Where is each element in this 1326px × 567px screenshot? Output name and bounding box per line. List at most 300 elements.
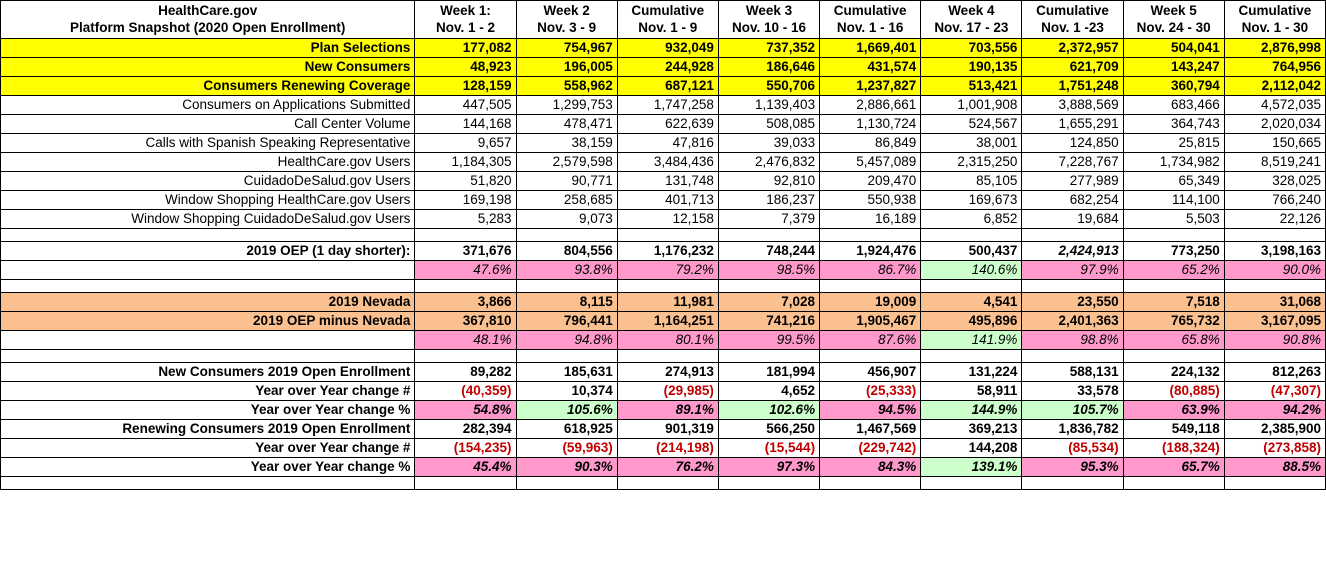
column-header-line1: Cumulative xyxy=(1238,3,1312,18)
spacer-cell xyxy=(921,350,1022,363)
row-label: Plan Selections xyxy=(1,39,415,58)
row-label: Year over Year change % xyxy=(1,458,415,477)
spacer-cell xyxy=(1022,477,1123,490)
data-cell: 10,374 xyxy=(516,382,617,401)
spacer-cell xyxy=(718,229,819,242)
spacer-row xyxy=(1,477,1326,490)
column-header-6 xyxy=(921,1,1022,39)
table-row xyxy=(1,420,1326,439)
data-cell: 524,567 xyxy=(921,115,1022,134)
data-cell: 92,810 xyxy=(718,172,819,191)
data-cell: 796,441 xyxy=(516,312,617,331)
data-cell: 144,208 xyxy=(921,439,1022,458)
spacer-cell xyxy=(1,477,415,490)
data-cell: 94.5% xyxy=(820,401,921,420)
spacer-cell xyxy=(516,280,617,293)
data-cell: 38,159 xyxy=(516,134,617,153)
row-label: Window Shopping HealthCare.gov Users xyxy=(1,191,415,210)
data-cell: 90.3% xyxy=(516,458,617,477)
data-cell: 244,928 xyxy=(617,58,718,77)
data-cell: 328,025 xyxy=(1224,172,1325,191)
spacer-cell xyxy=(516,350,617,363)
data-cell: 2,886,661 xyxy=(820,96,921,115)
data-cell: 88.5% xyxy=(1224,458,1325,477)
table-row xyxy=(1,39,1326,58)
data-cell: 683,466 xyxy=(1123,96,1224,115)
table-row xyxy=(1,363,1326,382)
data-cell: 97.9% xyxy=(1022,261,1123,280)
spacer-cell xyxy=(820,350,921,363)
data-cell: 85,105 xyxy=(921,172,1022,191)
data-cell: 3,866 xyxy=(415,293,516,312)
row-label: 2019 OEP minus Nevada xyxy=(1,312,415,331)
row-label: Year over Year change % xyxy=(1,401,415,420)
data-cell: 812,263 xyxy=(1224,363,1325,382)
data-cell: 1,467,569 xyxy=(820,420,921,439)
data-cell: 1,001,908 xyxy=(921,96,1022,115)
data-cell: (214,198) xyxy=(617,439,718,458)
spacer-cell xyxy=(921,229,1022,242)
column-header-line1: Week 3 xyxy=(745,3,793,18)
column-header-9 xyxy=(1224,1,1325,39)
data-cell: 63.9% xyxy=(1123,401,1224,420)
data-cell: 513,421 xyxy=(921,77,1022,96)
data-cell: 2,372,957 xyxy=(1022,39,1123,58)
data-cell: 703,556 xyxy=(921,39,1022,58)
data-cell: 190,135 xyxy=(921,58,1022,77)
spacer-cell xyxy=(921,280,1022,293)
data-cell: 4,541 xyxy=(921,293,1022,312)
spacer-cell xyxy=(820,477,921,490)
spacer-cell xyxy=(617,477,718,490)
data-cell: 9,657 xyxy=(415,134,516,153)
data-cell: 65,349 xyxy=(1123,172,1224,191)
data-cell: 901,319 xyxy=(617,420,718,439)
table-row xyxy=(1,312,1326,331)
table-row xyxy=(1,77,1326,96)
row-label: 2019 Nevada xyxy=(1,293,415,312)
data-cell: 364,743 xyxy=(1123,115,1224,134)
data-cell: 456,907 xyxy=(820,363,921,382)
data-cell: (229,742) xyxy=(820,439,921,458)
column-header-line2: Nov. 3 - 9 xyxy=(537,20,597,35)
data-cell: 45.4% xyxy=(415,458,516,477)
data-cell: 47,816 xyxy=(617,134,718,153)
data-cell: 748,244 xyxy=(718,242,819,261)
column-header-line1: Week 5 xyxy=(1150,3,1197,18)
data-cell: 141.9% xyxy=(921,331,1022,350)
data-cell: 773,250 xyxy=(1123,242,1224,261)
data-cell: 550,938 xyxy=(820,191,921,210)
data-cell: 140.6% xyxy=(921,261,1022,280)
table-row xyxy=(1,210,1326,229)
data-cell: 2,020,034 xyxy=(1224,115,1325,134)
data-cell: 224,132 xyxy=(1123,363,1224,382)
data-cell: 196,005 xyxy=(516,58,617,77)
data-cell: 737,352 xyxy=(718,39,819,58)
column-header-line1: Cumulative xyxy=(833,3,907,18)
data-cell: 25,815 xyxy=(1123,134,1224,153)
spacer-cell xyxy=(1,350,415,363)
table-row xyxy=(1,96,1326,115)
column-header-2 xyxy=(516,1,617,39)
data-cell: 804,556 xyxy=(516,242,617,261)
table-title-cell xyxy=(1,1,415,39)
table-row xyxy=(1,458,1326,477)
data-cell: 1,237,827 xyxy=(820,77,921,96)
data-cell: 766,240 xyxy=(1224,191,1325,210)
row-label: Calls with Spanish Speaking Representative xyxy=(1,134,415,153)
spacer-cell xyxy=(617,280,718,293)
row-label xyxy=(1,261,415,280)
data-cell: 7,379 xyxy=(718,210,819,229)
data-cell: 95.3% xyxy=(1022,458,1123,477)
data-cell: 128,159 xyxy=(415,77,516,96)
data-cell: 431,574 xyxy=(820,58,921,77)
spacer-cell xyxy=(415,280,516,293)
data-cell: 549,118 xyxy=(1123,420,1224,439)
row-label: HealthCare.gov Users xyxy=(1,153,415,172)
data-cell: 504,041 xyxy=(1123,39,1224,58)
column-header-7 xyxy=(1022,1,1123,39)
spacer-cell xyxy=(1224,350,1325,363)
data-cell: 144.9% xyxy=(921,401,1022,420)
data-cell: 31,068 xyxy=(1224,293,1325,312)
data-cell: 65.2% xyxy=(1123,261,1224,280)
data-cell: 90,771 xyxy=(516,172,617,191)
data-cell: 622,639 xyxy=(617,115,718,134)
spacer-row xyxy=(1,280,1326,293)
data-cell: (154,235) xyxy=(415,439,516,458)
data-cell: 558,962 xyxy=(516,77,617,96)
data-cell: 19,684 xyxy=(1022,210,1123,229)
table-row xyxy=(1,261,1326,280)
spacer-cell xyxy=(516,229,617,242)
data-cell: 186,646 xyxy=(718,58,819,77)
data-cell: 86,849 xyxy=(820,134,921,153)
row-label: Window Shopping CuidadoDeSalud.gov Users xyxy=(1,210,415,229)
table-row xyxy=(1,58,1326,77)
table-row xyxy=(1,382,1326,401)
data-cell: 84.3% xyxy=(820,458,921,477)
data-cell: 8,519,241 xyxy=(1224,153,1325,172)
data-cell: (188,324) xyxy=(1123,439,1224,458)
spacer-cell xyxy=(617,229,718,242)
spacer-row xyxy=(1,229,1326,242)
spacer-cell xyxy=(1123,229,1224,242)
data-cell: 508,085 xyxy=(718,115,819,134)
column-header-line2: Nov. 17 - 23 xyxy=(934,20,1009,35)
data-cell: 12,158 xyxy=(617,210,718,229)
data-cell: (40,359) xyxy=(415,382,516,401)
table-row xyxy=(1,134,1326,153)
data-cell: 144,168 xyxy=(415,115,516,134)
data-cell: 1,164,251 xyxy=(617,312,718,331)
data-cell: 2,385,900 xyxy=(1224,420,1325,439)
table-title-line1: HealthCare.gov xyxy=(158,3,258,18)
data-cell: 1,176,232 xyxy=(617,242,718,261)
table-row xyxy=(1,293,1326,312)
data-cell: 1,669,401 xyxy=(820,39,921,58)
column-header-line1: Week 4 xyxy=(948,3,995,18)
data-cell: 478,471 xyxy=(516,115,617,134)
data-cell: 139.1% xyxy=(921,458,1022,477)
data-cell: 5,457,089 xyxy=(820,153,921,172)
table-row xyxy=(1,115,1326,134)
spacer-cell xyxy=(1,229,415,242)
data-cell: 186,237 xyxy=(718,191,819,210)
spacer-cell xyxy=(1123,350,1224,363)
data-cell: 369,213 xyxy=(921,420,1022,439)
data-cell: 65.7% xyxy=(1123,458,1224,477)
data-cell: 76.2% xyxy=(617,458,718,477)
spacer-cell xyxy=(1224,477,1325,490)
data-cell: 550,706 xyxy=(718,77,819,96)
data-cell: 48.1% xyxy=(415,331,516,350)
row-label: Call Center Volume xyxy=(1,115,415,134)
data-cell: 94.8% xyxy=(516,331,617,350)
spacer-cell xyxy=(921,477,1022,490)
data-cell: 65.8% xyxy=(1123,331,1224,350)
data-cell: 621,709 xyxy=(1022,58,1123,77)
data-cell: 9,073 xyxy=(516,210,617,229)
data-cell: 500,437 xyxy=(921,242,1022,261)
table-row xyxy=(1,153,1326,172)
data-cell: 1,184,305 xyxy=(415,153,516,172)
spacer-cell xyxy=(1123,477,1224,490)
data-cell: 6,852 xyxy=(921,210,1022,229)
data-cell: 3,888,569 xyxy=(1022,96,1123,115)
data-cell: 131,224 xyxy=(921,363,1022,382)
data-cell: 4,572,035 xyxy=(1224,96,1325,115)
table-row xyxy=(1,401,1326,420)
data-cell: 3,484,436 xyxy=(617,153,718,172)
column-header-line2: Nov. 1 - 16 xyxy=(836,20,904,35)
spacer-cell xyxy=(415,477,516,490)
data-cell: 124,850 xyxy=(1022,134,1123,153)
data-cell: 5,503 xyxy=(1123,210,1224,229)
data-cell: (80,885) xyxy=(1123,382,1224,401)
data-cell: 258,685 xyxy=(516,191,617,210)
data-cell: 2,876,998 xyxy=(1224,39,1325,58)
data-cell: 682,254 xyxy=(1022,191,1123,210)
spacer-cell xyxy=(1123,280,1224,293)
data-cell: 11,981 xyxy=(617,293,718,312)
data-cell: 114,100 xyxy=(1123,191,1224,210)
data-cell: 105.6% xyxy=(516,401,617,420)
column-header-line2: Nov. 1 - 9 xyxy=(638,20,698,35)
data-cell: 105.7% xyxy=(1022,401,1123,420)
column-header-line1: Week 2 xyxy=(543,3,590,18)
spacer-cell xyxy=(617,350,718,363)
data-cell: 1,734,982 xyxy=(1123,153,1224,172)
column-header-line2: Nov. 10 - 16 xyxy=(731,20,807,35)
row-label: Year over Year change # xyxy=(1,439,415,458)
data-cell: 282,394 xyxy=(415,420,516,439)
data-cell: 16,189 xyxy=(820,210,921,229)
row-label: 2019 OEP (1 day shorter): xyxy=(1,242,415,261)
data-cell: 97.3% xyxy=(718,458,819,477)
data-cell: (85,534) xyxy=(1022,439,1123,458)
column-header-1 xyxy=(415,1,516,39)
column-header-line1: Cumulative xyxy=(631,3,705,18)
data-cell: 8,115 xyxy=(516,293,617,312)
spacer-row xyxy=(1,350,1326,363)
data-cell: 277,989 xyxy=(1022,172,1123,191)
column-header-8 xyxy=(1123,1,1224,39)
spacer-cell xyxy=(820,280,921,293)
table-row xyxy=(1,242,1326,261)
data-cell: 588,131 xyxy=(1022,363,1123,382)
data-cell: 274,913 xyxy=(617,363,718,382)
data-cell: 80.1% xyxy=(617,331,718,350)
data-cell: 2,315,250 xyxy=(921,153,1022,172)
spacer-cell xyxy=(718,350,819,363)
data-cell: 87.6% xyxy=(820,331,921,350)
data-cell: 102.6% xyxy=(718,401,819,420)
data-cell: 401,713 xyxy=(617,191,718,210)
data-cell: 1,924,476 xyxy=(820,242,921,261)
data-cell: 7,518 xyxy=(1123,293,1224,312)
data-cell: 360,794 xyxy=(1123,77,1224,96)
data-cell: (59,963) xyxy=(516,439,617,458)
row-label: Renewing Consumers 2019 Open Enrollment xyxy=(1,420,415,439)
column-header-line2: Nov. 1 - 30 xyxy=(1241,20,1309,35)
spacer-cell xyxy=(415,350,516,363)
data-cell: 367,810 xyxy=(415,312,516,331)
data-cell: 51,820 xyxy=(415,172,516,191)
data-cell: 932,049 xyxy=(617,39,718,58)
data-cell: 1,655,291 xyxy=(1022,115,1123,134)
data-cell: 99.5% xyxy=(718,331,819,350)
data-cell: 39,033 xyxy=(718,134,819,153)
data-cell: 371,676 xyxy=(415,242,516,261)
table-row xyxy=(1,172,1326,191)
data-cell: 143,247 xyxy=(1123,58,1224,77)
data-cell: 48,923 xyxy=(415,58,516,77)
spacer-cell xyxy=(1022,280,1123,293)
data-cell: 618,925 xyxy=(516,420,617,439)
data-cell: 54.8% xyxy=(415,401,516,420)
data-cell: 86.7% xyxy=(820,261,921,280)
column-header-line1: Cumulative xyxy=(1036,3,1109,18)
data-cell: 741,216 xyxy=(718,312,819,331)
data-cell: 687,121 xyxy=(617,77,718,96)
table-row xyxy=(1,331,1326,350)
data-cell: (15,544) xyxy=(718,439,819,458)
spacer-cell xyxy=(1022,350,1123,363)
data-cell: 566,250 xyxy=(718,420,819,439)
row-label: Year over Year change # xyxy=(1,382,415,401)
data-cell: 1,905,467 xyxy=(820,312,921,331)
table-row xyxy=(1,191,1326,210)
column-header-line2: Nov. 1 - 2 xyxy=(435,20,495,35)
data-cell: 2,579,598 xyxy=(516,153,617,172)
data-cell: 1,836,782 xyxy=(1022,420,1123,439)
data-cell: 2,476,832 xyxy=(718,153,819,172)
data-cell: 5,283 xyxy=(415,210,516,229)
data-cell: 58,911 xyxy=(921,382,1022,401)
data-cell: 181,994 xyxy=(718,363,819,382)
column-header-line1: Week 1: xyxy=(440,3,491,18)
row-label: New Consumers xyxy=(1,58,415,77)
data-cell: 3,198,163 xyxy=(1224,242,1325,261)
data-cell: 93.8% xyxy=(516,261,617,280)
spacer-cell xyxy=(516,477,617,490)
data-cell: 38,001 xyxy=(921,134,1022,153)
data-cell: 22,126 xyxy=(1224,210,1325,229)
data-cell: 209,470 xyxy=(820,172,921,191)
spacer-cell xyxy=(1224,229,1325,242)
data-cell: 79.2% xyxy=(617,261,718,280)
data-cell: 23,550 xyxy=(1022,293,1123,312)
table-title-line2: Platform Snapshot (2020 Open Enrollment) xyxy=(70,20,346,35)
data-cell: 33,578 xyxy=(1022,382,1123,401)
data-cell: 3,167,095 xyxy=(1224,312,1325,331)
row-label: New Consumers 2019 Open Enrollment xyxy=(1,363,415,382)
data-cell: 89.1% xyxy=(617,401,718,420)
row-label: Consumers on Applications Submitted xyxy=(1,96,415,115)
column-header-4 xyxy=(718,1,819,39)
row-label xyxy=(1,331,415,350)
spacer-cell xyxy=(718,280,819,293)
data-cell: 90.0% xyxy=(1224,261,1325,280)
table-header-row xyxy=(1,1,1326,39)
data-cell: (273,858) xyxy=(1224,439,1325,458)
column-header-line2: Nov. 1 -23 xyxy=(1041,20,1104,35)
row-label: Consumers Renewing Coverage xyxy=(1,77,415,96)
data-cell: 1,747,258 xyxy=(617,96,718,115)
data-cell: 2,401,363 xyxy=(1022,312,1123,331)
data-cell: 90.8% xyxy=(1224,331,1325,350)
data-cell: 1,139,403 xyxy=(718,96,819,115)
data-cell: 4,652 xyxy=(718,382,819,401)
data-cell: 131,748 xyxy=(617,172,718,191)
data-cell: 495,896 xyxy=(921,312,1022,331)
data-cell: (25,333) xyxy=(820,382,921,401)
row-label: CuidadoDeSalud.gov Users xyxy=(1,172,415,191)
data-cell: 94.2% xyxy=(1224,401,1325,420)
data-cell: (47,307) xyxy=(1224,382,1325,401)
column-header-line2: Nov. 24 - 30 xyxy=(1136,20,1211,35)
data-cell: 7,028 xyxy=(718,293,819,312)
spacer-cell xyxy=(1022,229,1123,242)
column-header-3 xyxy=(617,1,718,39)
data-cell: 98.5% xyxy=(718,261,819,280)
spacer-cell xyxy=(718,477,819,490)
data-cell: 1,751,248 xyxy=(1022,77,1123,96)
data-cell: 98.8% xyxy=(1022,331,1123,350)
data-cell: 7,228,767 xyxy=(1022,153,1123,172)
spacer-cell xyxy=(1224,280,1325,293)
data-cell: 2,112,042 xyxy=(1224,77,1325,96)
data-cell: 169,198 xyxy=(415,191,516,210)
data-cell: 1,299,753 xyxy=(516,96,617,115)
spacer-cell xyxy=(1,280,415,293)
data-cell: 19,009 xyxy=(820,293,921,312)
data-cell: 185,631 xyxy=(516,363,617,382)
spacer-cell xyxy=(415,229,516,242)
data-cell: 764,956 xyxy=(1224,58,1325,77)
spacer-cell xyxy=(820,229,921,242)
data-cell: 150,665 xyxy=(1224,134,1325,153)
data-cell: 754,967 xyxy=(516,39,617,58)
table-row xyxy=(1,439,1326,458)
data-cell: 1,130,724 xyxy=(820,115,921,134)
data-cell: 169,673 xyxy=(921,191,1022,210)
data-cell: 177,082 xyxy=(415,39,516,58)
data-cell: 89,282 xyxy=(415,363,516,382)
